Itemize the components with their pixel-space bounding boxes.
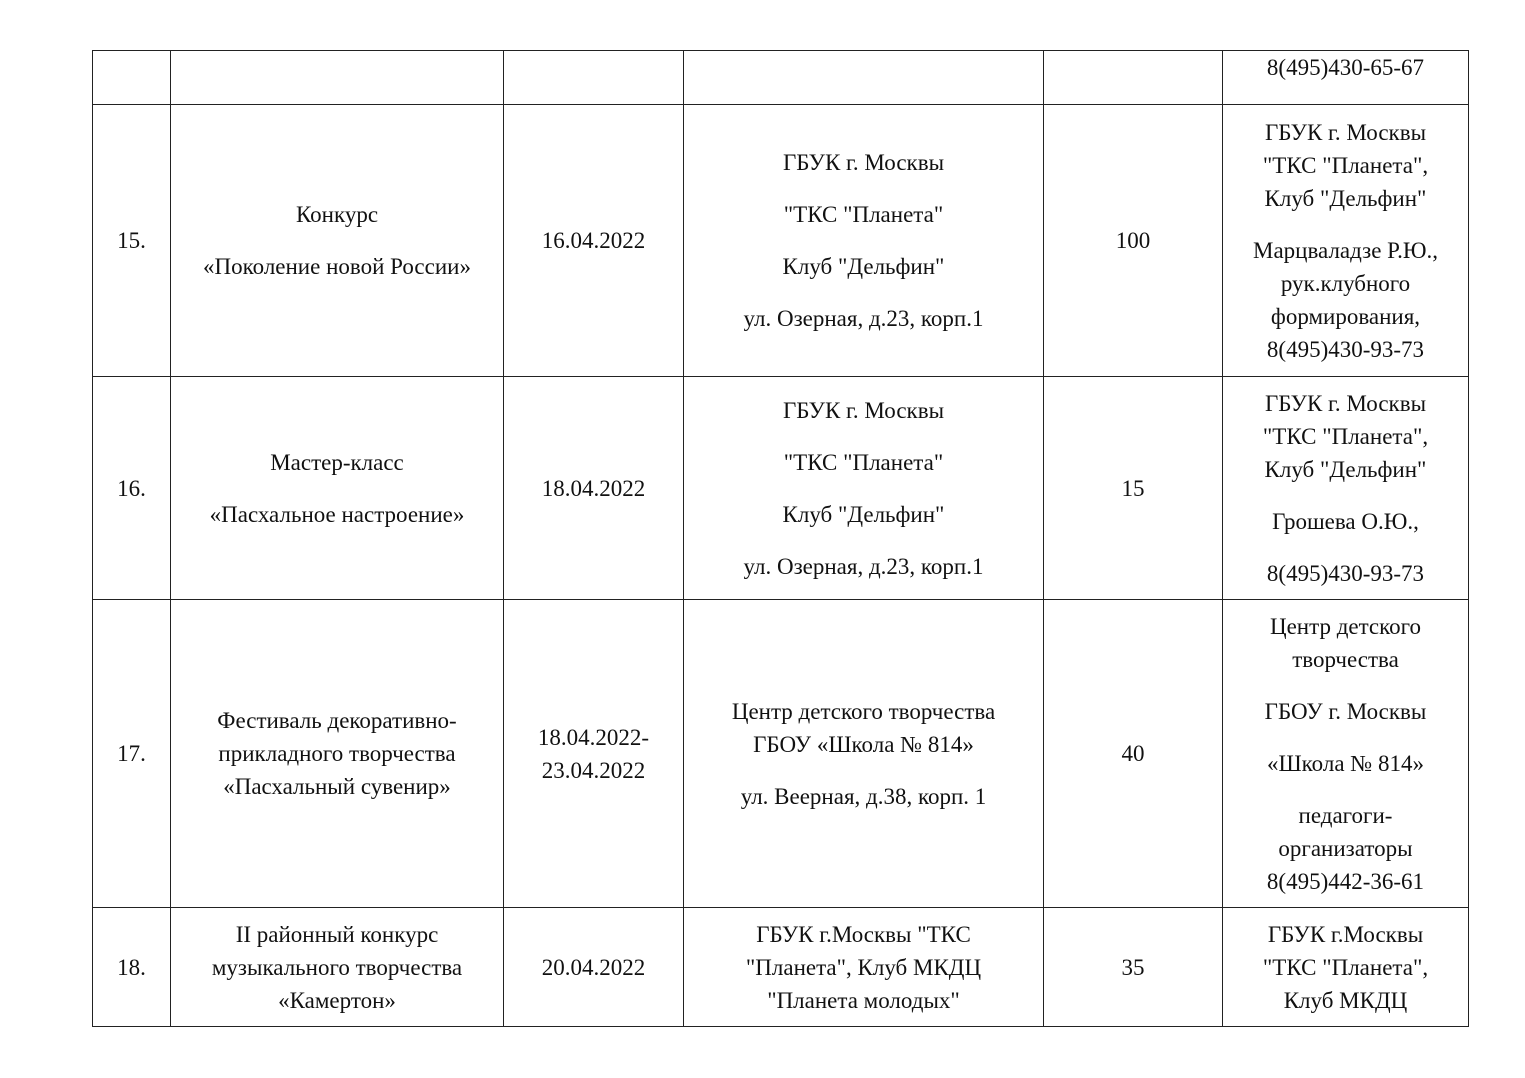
organizer-phone: 8(495)430-65-67 [1266, 55, 1425, 80]
event-title-cell: II районный конкурс музыкального творчества «Камертон» [171, 908, 504, 1027]
participants-cell: 35 [1044, 908, 1223, 1027]
event-venue-cell: ГБУК г.Москвы "ТКС "Планета", Клуб МКДЦ "Планета молодых" [684, 908, 1044, 1027]
event-date-cell: 16.04.2022 [504, 105, 684, 377]
event-venue-cell: ГБУК г. Москвы "ТКС "Планета" Клуб "Дельфин" ул. Озерная, д.23, корп.1 [684, 105, 1044, 377]
table-row [93, 377, 1469, 600]
organizer-cell [1223, 51, 1469, 105]
row-number-cell [93, 51, 171, 105]
organizer-cell: Центр детского творчества ГБОУ г. Москвы «Школа № 814» педагоги- организаторы 8(495)442-36-61 [1223, 600, 1469, 908]
participants-cell: 15 [1044, 377, 1223, 600]
organizer-cell: ГБУК г. Москвы "ТКС "Планета", Клуб "Дельфин" Марцваладзе Р.Ю., рук.клубного формирования, 8(495)430-93-73 [1223, 105, 1469, 377]
table-row [93, 105, 1469, 377]
organizer-cell: ГБУК г.Москвы "ТКС "Планета", Клуб МКДЦ [1223, 908, 1469, 1027]
event-venue-cell [684, 51, 1044, 105]
row-number-cell: 17. [93, 600, 171, 908]
table-row [93, 908, 1469, 1027]
participants-cell: 40 [1044, 600, 1223, 908]
row-number-cell: 15. [93, 105, 171, 377]
event-date-cell [504, 51, 684, 105]
event-title-cell: Фестиваль декоративно- прикладного творчества «Пасхальный сувенир» [171, 600, 504, 908]
event-date-cell: 18.04.2022- 23.04.2022 [504, 600, 684, 908]
event-date-cell: 20.04.2022 [504, 908, 684, 1027]
event-title-cell: Мастер-класс «Пасхальное настроение» [171, 377, 504, 600]
participants-cell: 100 [1044, 105, 1223, 377]
row-number-cell: 16. [93, 377, 171, 600]
event-title-cell [171, 51, 504, 105]
event-venue-cell: Центр детского творчества ГБОУ «Школа № 814» ул. Веерная, д.38, корп. 1 [684, 600, 1044, 908]
participants-cell [1044, 51, 1223, 105]
organizer-cell: ГБУК г. Москвы "ТКС "Планета", Клуб "Дельфин" Грошева О.Ю., 8(495)430-93-73 [1223, 377, 1469, 600]
event-title-cell: Конкурс «Поколение новой России» [171, 105, 504, 377]
table-row [93, 600, 1469, 908]
event-venue-cell: ГБУК г. Москвы "ТКС "Планета" Клуб "Дельфин" ул. Озерная, д.23, корп.1 [684, 377, 1044, 600]
events-table [92, 50, 1469, 1027]
row-number-cell: 18. [93, 908, 171, 1027]
event-date-cell: 18.04.2022 [504, 377, 684, 600]
table-row [93, 51, 1469, 105]
